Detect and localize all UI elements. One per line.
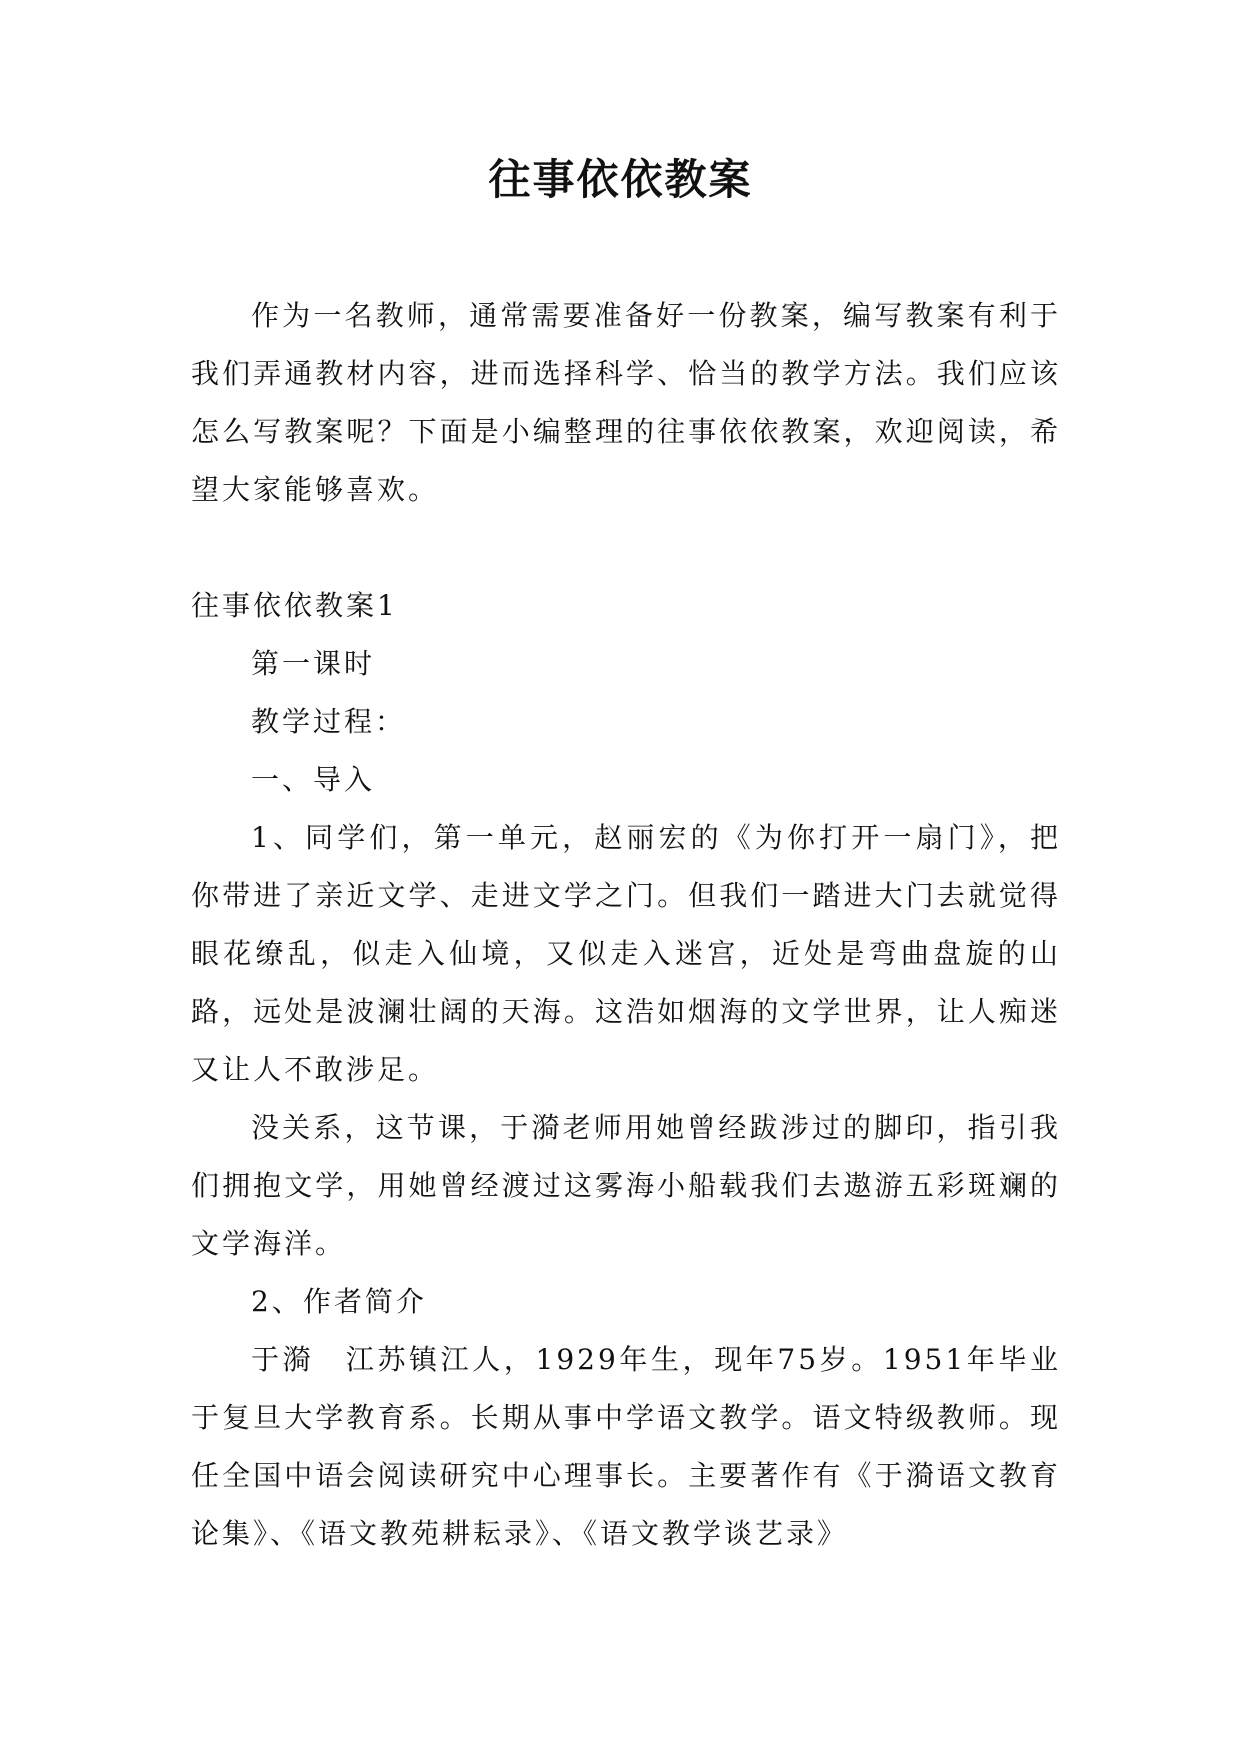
section-heading: 往事依依教案1 bbox=[191, 589, 398, 622]
lesson-period: 第一课时 bbox=[251, 647, 376, 680]
step-heading-intro: 一、导入 bbox=[251, 763, 376, 796]
teaching-process-label: 教学过程： bbox=[251, 705, 407, 738]
author-intro-heading: 2、作者简介 bbox=[251, 1285, 427, 1318]
document-title: 往事依依教案 bbox=[488, 155, 753, 204]
content-paragraph: 没关系，这节课，于漪老师用她曾经跋涉过的脚印，指引我们拥抱文学，用她曾经渡过这雾海小船载我们去遨游五彩斑斓的文学海洋。 bbox=[191, 1111, 1061, 1260]
author-bio-paragraph: 于漪 江苏镇江人，1929年生，现年75岁。1951年毕业于复旦大学教育系。长期从事中学语文教学。语文特级教师。现任全国中语会阅读研究中心理事长。主要著作有《于漪语文教育论集》、《语文教苑耕耘录》、《语文教学谈艺录》 bbox=[191, 1343, 1061, 1550]
document-body bbox=[191, 287, 1061, 1563]
content-paragraph: 1、同学们，第一单元，赵丽宏的《为你打开一扇门》，把你带进了亲近文学、走进文学之门。但我们一踏进大门去就觉得眼花缭乱，似走入仙境，又似走入迷宫，近处是弯曲盘旋的山路，远处是波澜壮阔的天海。这浩如烟海的文学世界，让人痴迷又让人不敢涉足。 bbox=[191, 821, 1061, 1086]
intro-paragraph: 作为一名教师，通常需要准备好一份教案，编写教案有利于我们弄通教材内容，进而选择科学、恰当的教学方法。我们应该怎么写教案呢？下面是小编整理的往事依依教案，欢迎阅读，希望大家能够喜欢。 bbox=[191, 299, 1061, 506]
